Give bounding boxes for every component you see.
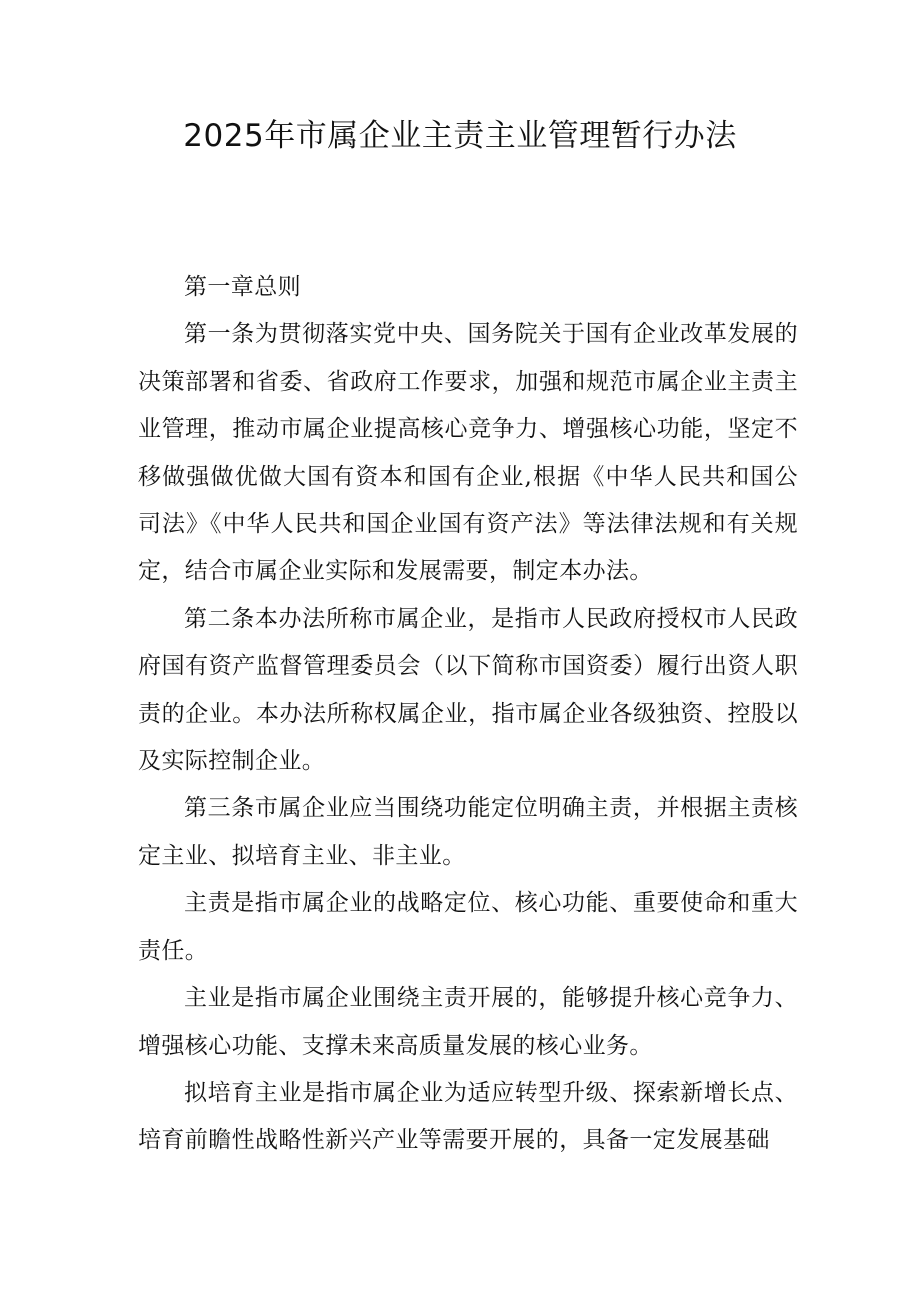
chapter-heading: 第一章总则 — [184, 274, 301, 300]
article-paragraph: 第二条本办法所称市属企业，是指市人民政府授权市人民政府国有资产监督管理委员会（以下简称市国资委）履行出资人职责的企业。本办法所称权属企业，指市属企业各级独资、控股以及实际控制企业。 — [138, 605, 798, 775]
article-paragraph: 第一条为贯彻落实党中央、国务院关于国有企业改革发展的决策部署和省委、省政府工作要求，加强和规范市属企业主责主业管理，推动市属企业提高核心竞争力、增强核心功能，坚定不移做强做优做大国有资本和国有企业,根据《中华人民共和国公司法》《中华人民共和国企业国有资产法》等法律法规和有关规定，结合市属企业实际和发展需要，制定本办法。 — [138, 321, 798, 585]
document-title: 2025年市属企业主责主业管理暂行办法 — [183, 118, 737, 154]
definition-paragraph: 主责是指市属企业的战略定位、核心功能、重要使命和重大责任。 — [138, 890, 798, 964]
article-paragraph: 第三条市属企业应当围绕功能定位明确主责，并根据主责核定主业、拟培育主业、非主业。 — [138, 795, 798, 869]
definition-paragraph: 主业是指市属企业围绕主责开展的，能够提升核心竞争力、增强核心功能、支撑未来高质量发展的核心业务。 — [138, 985, 798, 1059]
definition-paragraph: 拟培育主业是指市属企业为适应转型升级、探索新增长点、培育前瞻性战略性新兴产业等需要开展的，具备一定发展基础 — [138, 1079, 798, 1154]
document-body — [138, 264, 798, 1165]
